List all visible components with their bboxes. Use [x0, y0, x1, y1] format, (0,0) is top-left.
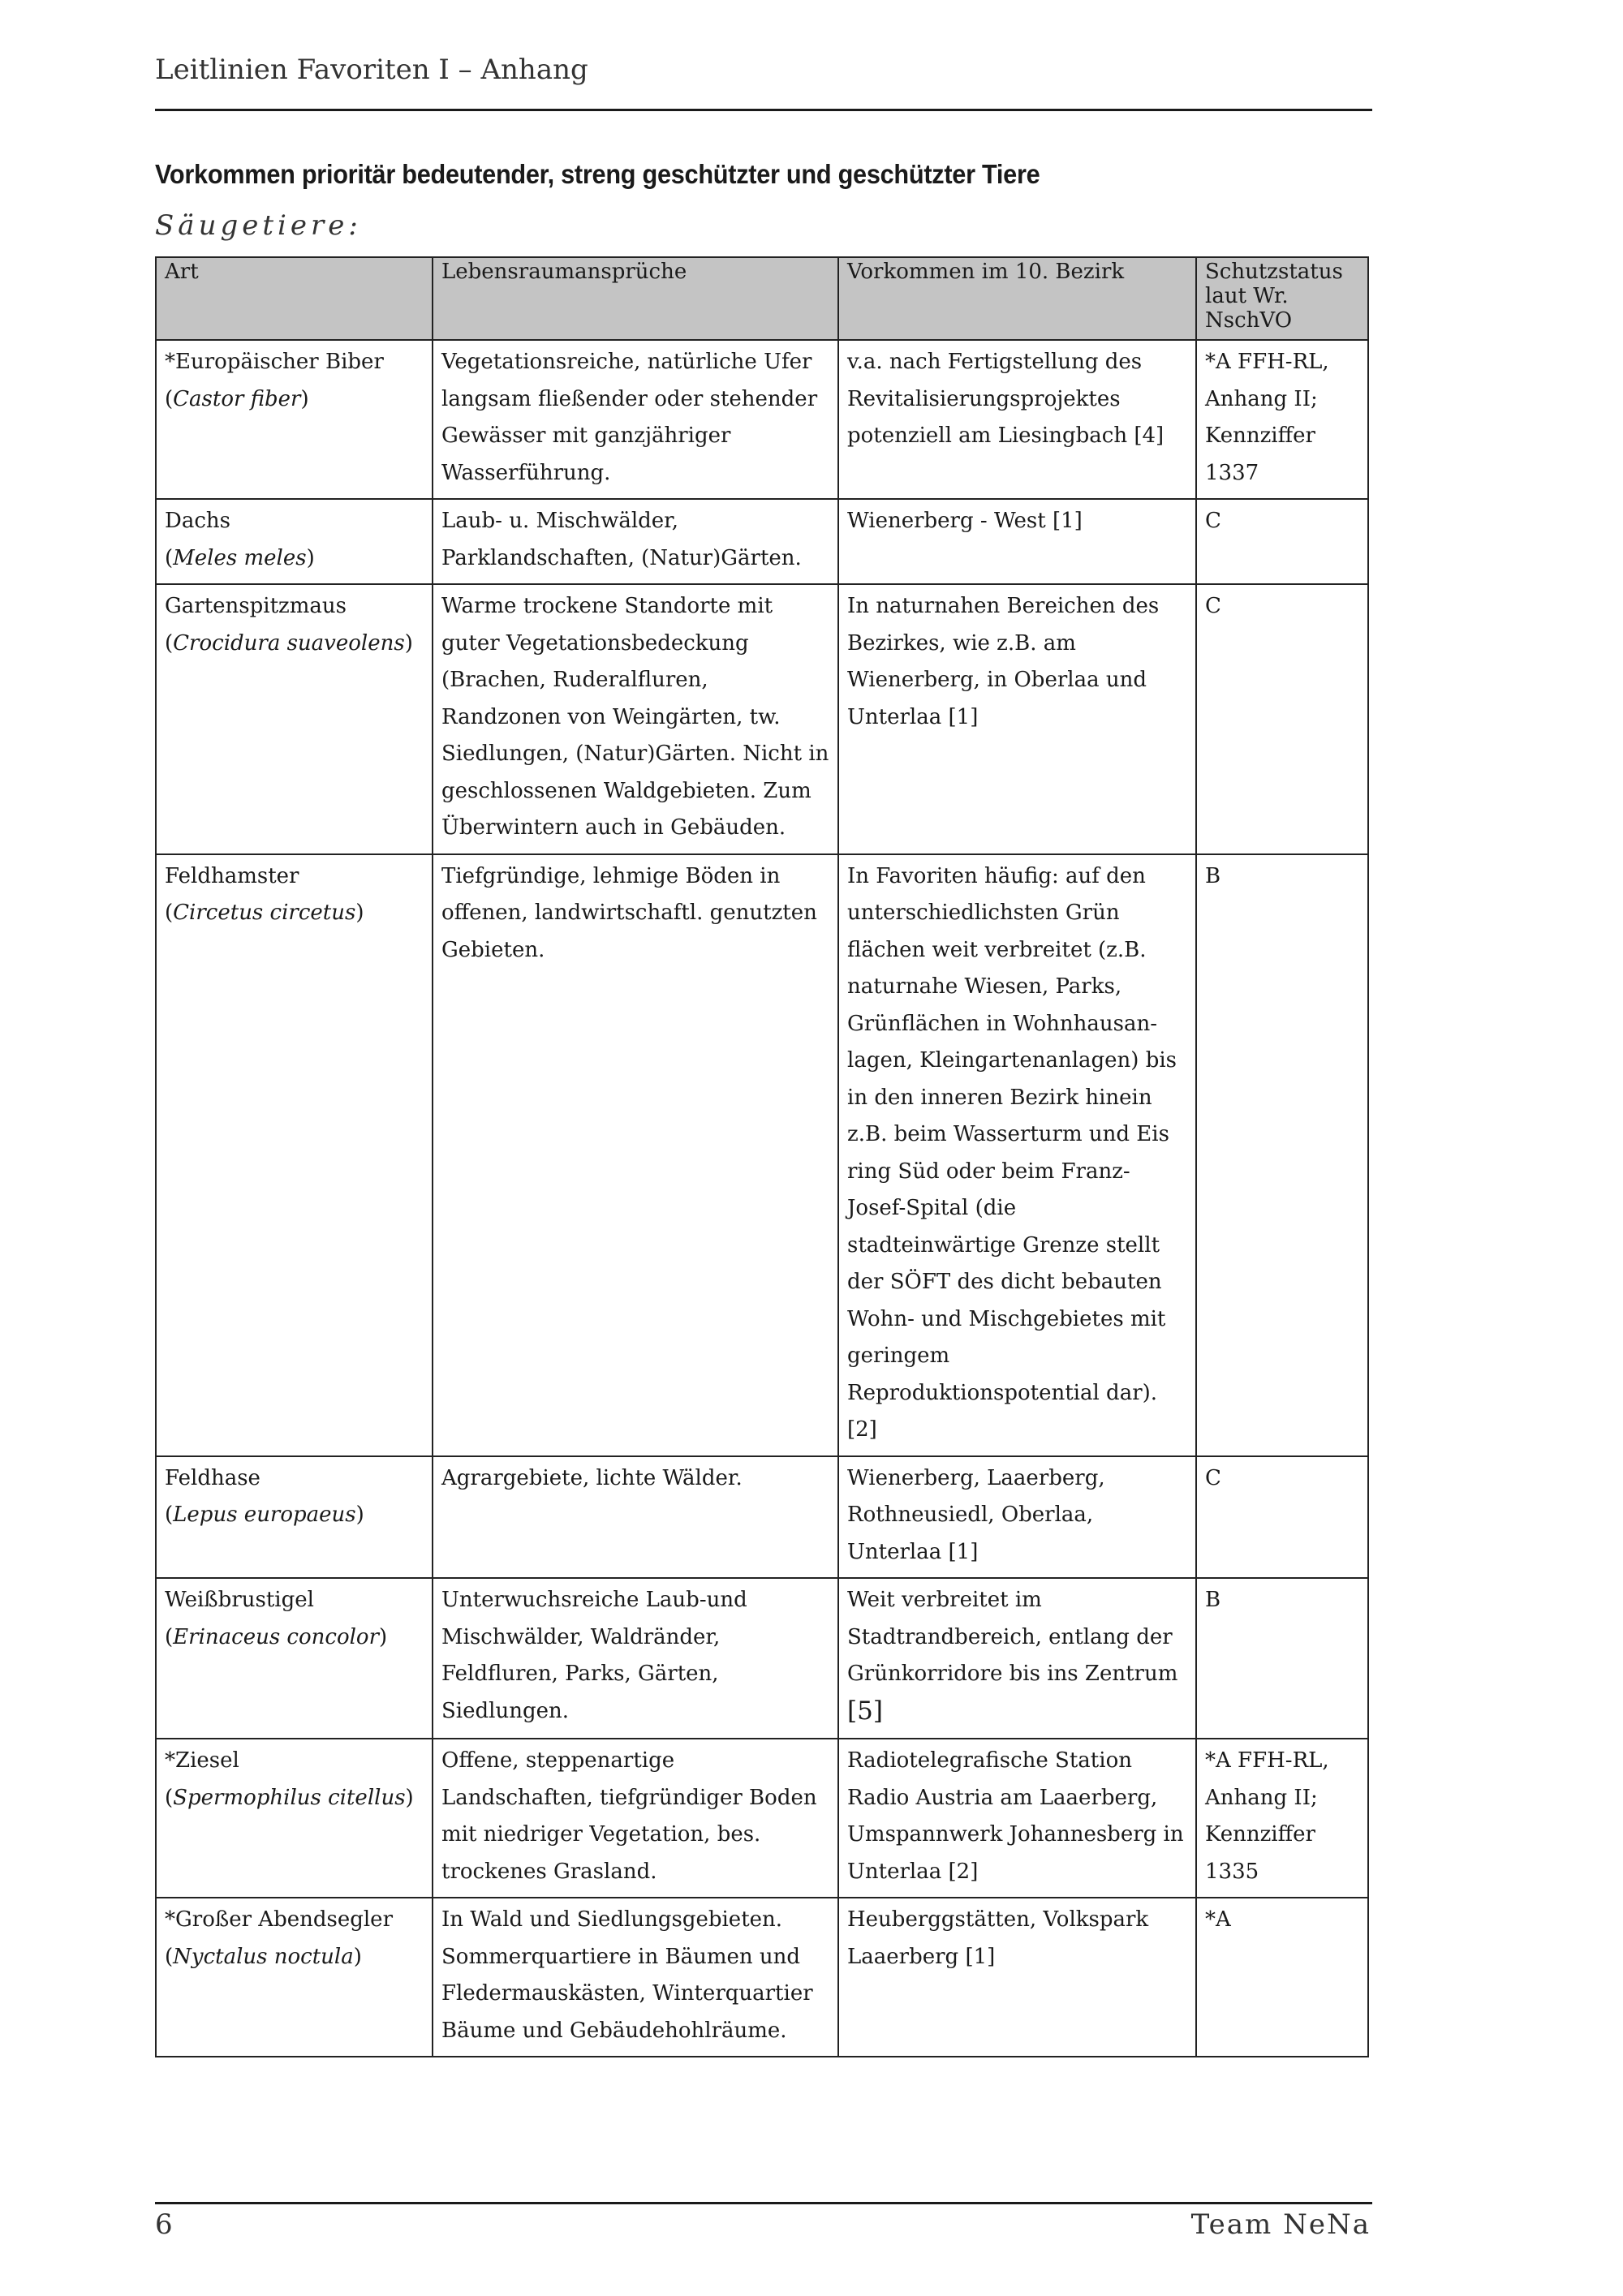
status-cell: C [1196, 1456, 1368, 1579]
species-cell: Feldhase (Lepus europaeus) [156, 1456, 433, 1579]
document-title: Vorkommen prioritär bedeutender, streng geschützter und geschützter Tiere [155, 159, 1040, 189]
species-latin-name: Nyctalus noctula [173, 1944, 354, 1969]
species-name: *Großer Abendsegler [165, 1907, 393, 1932]
footer-team: Team NeNa [1190, 2208, 1371, 2241]
species-cell: Weißbrustigel (Erinaceus concolor) [156, 1578, 433, 1739]
status-cell: B [1196, 1578, 1368, 1739]
page-number: 6 [155, 2208, 173, 2241]
species-name: *Ziesel [165, 1748, 239, 1773]
column-header-occurrence: Vorkommen im 10. Bezirk [838, 257, 1196, 340]
species-cell: Feldhamster (Circetus circetus) [156, 854, 433, 1456]
page-header [155, 54, 1372, 111]
habitat-cell: In Wald und Siedlungsgebieten. Sommerquartiere in Bäumen und Fledermauskästen, Winterquartier Bäume und Gebäudehohlräume. [433, 1898, 838, 2057]
section-subtitle: Säugetiere: [155, 209, 362, 242]
occurrence-cell: v.a. nach Fertigstellung des Revitalisierungsprojektes potenziell am Liesingbach [4] [838, 340, 1196, 499]
species-latin-name: Circetus circetus [173, 901, 356, 925]
habitat-cell: Vegetationsreiche, natürliche Ufer langsam fließender oder stehender Gewässer mit ganzjähriger Wasserführung. [433, 340, 838, 499]
species-latin-name: Erinaceus concolor [173, 1624, 379, 1649]
occurrence-cell: Radiotelegrafische Station Radio Austria am Laaerberg, Umspannwerk Johannesberg in Unterlaa [2] [838, 1739, 1196, 1898]
species-latin-name: Lepus europaeus [173, 1503, 356, 1527]
species-cell: *Europäischer Biber (Castor fiber) [156, 340, 433, 499]
occurrence-cell [838, 1578, 1196, 1739]
table-row [156, 854, 1368, 1456]
table-row [156, 1578, 1368, 1739]
occurrence-text: Weit verbreitet im Stadtrandbereich, entlang der Grünkorridore bis ins Zentrum [847, 1588, 1178, 1686]
species-name: Dachs [165, 509, 230, 533]
species-name: Feldhase [165, 1465, 260, 1490]
species-table [155, 256, 1369, 2057]
status-cell: C [1196, 499, 1368, 584]
species-name: Weißbrustigel [165, 1588, 314, 1612]
status-cell: *A [1196, 1898, 1368, 2057]
table-row [156, 1898, 1368, 2057]
header-title: Leitlinien Favoriten I – Anhang [155, 54, 588, 86]
table-row [156, 584, 1368, 854]
table-row [156, 499, 1368, 584]
status-cell: *A FFH-RL, Anhang II; Kennziffer 1337 [1196, 340, 1368, 499]
species-cell: Gartenspitzmaus (Crocidura suaveolens) [156, 584, 433, 854]
occurrence-reference: [5] [847, 1696, 883, 1726]
table-header-row [156, 257, 1368, 340]
habitat-cell: Offene, steppenartige Landschaften, tiefgründiger Boden mit niedriger Vegetation, bes. trockenes Grasland. [433, 1739, 838, 1898]
column-header-art: Art [156, 257, 433, 340]
status-cell: *A FFH-RL, Anhang II; Kennziffer 1335 [1196, 1739, 1368, 1898]
status-cell: C [1196, 584, 1368, 854]
species-name: *Europäischer Biber [165, 350, 384, 374]
occurrence-cell: In Favoriten häufig: auf den unterschiedlichsten Grün flächen weit verbreitet (z.B. naturnahe Wiesen, Parks, Grünflächen in Wohnhausan-lagen, Kleingartenanlagen) bis in den inneren Bezirk hinein z.B. beim Wasserturm und Eis ring Süd oder beim Franz-Josef-Spital (die stadteinwärtige Grenze stellt der SÖFT des dicht bebauten Wohn- und Mischgebietes mit geringem Reproduktionspotential dar). [2] [838, 854, 1196, 1456]
species-cell: *Großer Abendsegler (Nyctalus noctula) [156, 1898, 433, 2057]
habitat-cell: Laub- u. Mischwälder, Parklandschaften, (Natur)Gärten. [433, 499, 838, 584]
column-header-status: Schutzstatus laut Wr. NschVO [1196, 257, 1368, 340]
table-row [156, 340, 1368, 499]
species-name: Feldhamster [165, 863, 299, 888]
occurrence-cell: Wienerberg - West [1] [838, 499, 1196, 584]
habitat-cell: Unterwuchsreiche Laub-und Mischwälder, Waldränder, Feldfluren, Parks, Gärten, Siedlungen. [433, 1578, 838, 1739]
species-latin-name: Crocidura suaveolens [173, 630, 405, 656]
footer-divider [155, 2202, 1372, 2204]
column-header-habitat: Lebensraumansprüche [433, 257, 838, 340]
status-cell: B [1196, 854, 1368, 1456]
occurrence-cell: Wienerberg, Laaerberg, Rothneusiedl, Oberlaa, Unterlaa [1] [838, 1456, 1196, 1579]
habitat-cell: Tiefgründige, lehmige Böden in offenen, landwirtschaftl. genutzten Gebieten. [433, 854, 838, 1456]
species-latin-name: Meles meles [173, 545, 307, 570]
table-row [156, 1739, 1368, 1898]
occurrence-cell: Heuberggstätten, Volkspark Laaerberg [1] [838, 1898, 1196, 2057]
species-cell: *Ziesel (Spermophilus citellus) [156, 1739, 433, 1898]
habitat-cell: Agrargebiete, lichte Wälder. [433, 1456, 838, 1579]
species-latin-name: Castor fiber [173, 386, 301, 411]
species-latin-name: Spermophilus citellus [173, 1785, 406, 1810]
habitat-cell: Warme trockene Standorte mit guter Vegetationsbedeckung (Brachen, Ruderalfluren, Randzonen von Weingärten, tw. Siedlungen, (Natur)Gärten. Nicht in geschlossenen Waldgebieten. Zum Überwintern auch in Gebäuden. [433, 584, 838, 854]
species-name: Gartenspitzmaus [165, 594, 347, 618]
species-cell: Dachs (Meles meles) [156, 499, 433, 584]
table-row [156, 1456, 1368, 1579]
occurrence-cell: In naturnahen Bereichen des Bezirkes, wie z.B. am Wienerberg, in Oberlaa und Unterlaa [1] [838, 584, 1196, 854]
